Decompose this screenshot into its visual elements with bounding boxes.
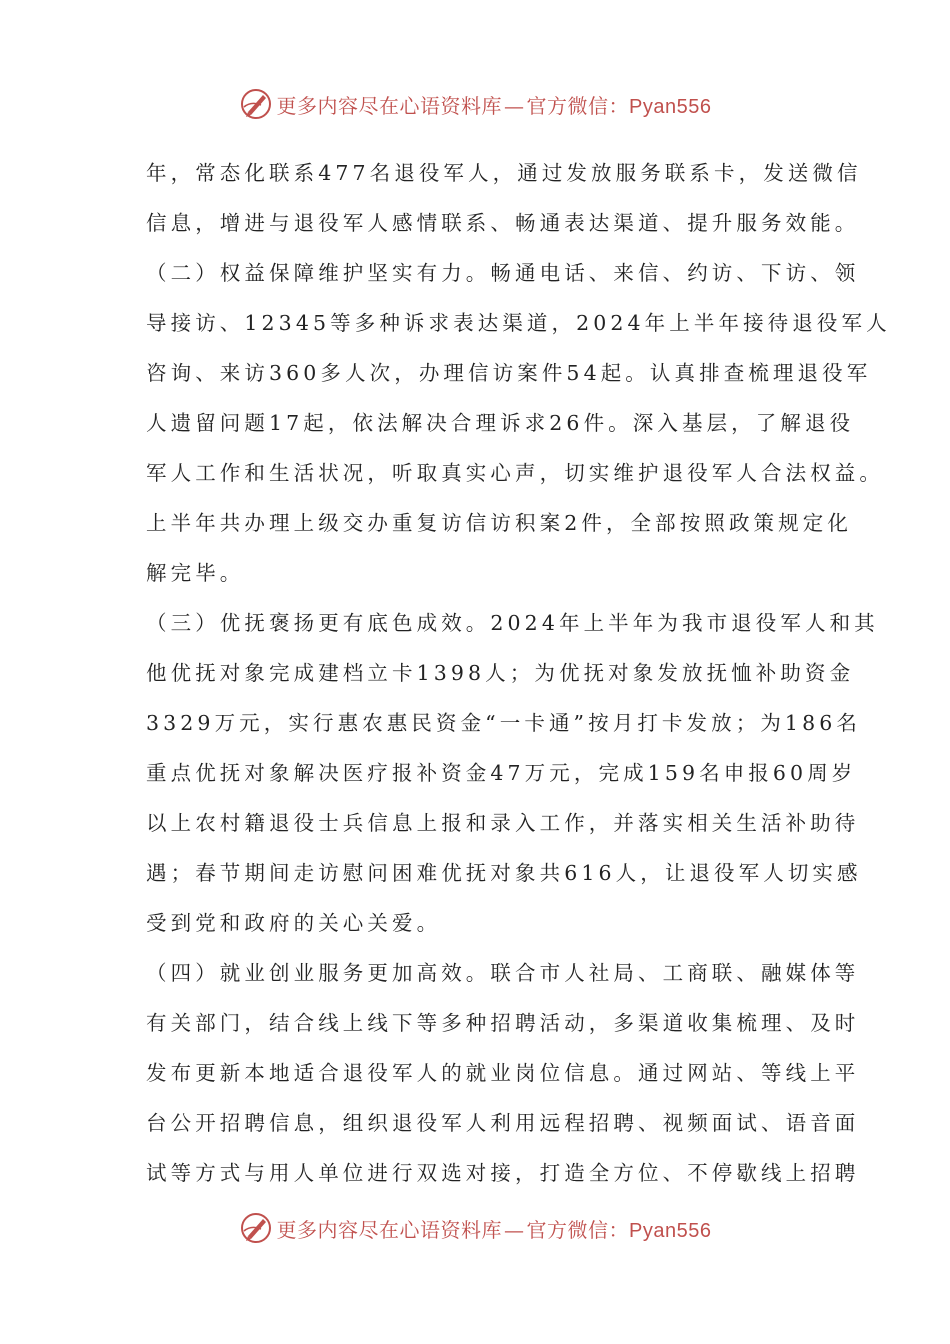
- section-heading-line: （三）优抚褒扬更有底色成效。2024年上半年为我市退役军人和其: [146, 611, 879, 635]
- pen-logo-icon: [239, 1211, 273, 1245]
- footer-banner-text: [277, 1214, 712, 1243]
- header-banner-text: [277, 90, 712, 119]
- section-heading-line: （二）权益保障维护坚实有力。畅通电话、来信、约访、下访、领: [146, 261, 860, 285]
- header-site-text: 更多内容尽在心语资料库: [276, 93, 503, 118]
- header-watermark-banner: [0, 84, 950, 124]
- body-line: 有关部门，结合线上线下等多种招聘活动，多渠道收集梳理、及时: [146, 1011, 860, 1035]
- body-line: 遇；春节期间走访慰问困难优抚对象共616人，让退役军人切实感: [146, 861, 862, 885]
- body-line: 受到党和政府的关心关爱。: [146, 911, 442, 935]
- body-line: 3329万元，实行惠农惠民资金“一卡通”按月打卡发放；为186名: [146, 711, 861, 735]
- footer-contact-text: 官方微信：Pyan556: [526, 1219, 712, 1242]
- body-line: 年，常态化联系477名退役军人，通过发放服务联系卡，发送微信: [146, 161, 862, 185]
- body-line: 他优抚对象完成建档立卡1398人；为优抚对象发放抚恤补助资金: [146, 661, 855, 685]
- body-line: 台公开招聘信息，组织退役军人利用远程招聘、视频面试、语音面: [146, 1111, 860, 1135]
- body-line: 重点优抚对象解决医疗报补资金47万元，完成159名申报60周岁: [146, 761, 857, 785]
- body-line: 导接访、12345等多种诉求表达渠道，2024年上半年接待退役军人: [146, 311, 891, 335]
- header-contact-text: 官方微信：Pyan556: [526, 95, 712, 118]
- body-line: 咨询、来访360多人次，办理信访案件54起。认真排查梳理退役军: [146, 361, 872, 385]
- body-line: 解完毕。: [146, 561, 245, 585]
- body-line: 发布更新本地适合退役军人的就业岗位信息。通过网站、等线上平: [146, 1061, 860, 1085]
- body-line: 以上农村籍退役士兵信息上报和录入工作，并落实相关生活补助待: [146, 811, 860, 835]
- footer-watermark-banner: [0, 1208, 950, 1248]
- body-line: 军人工作和生活状况，听取真实心声，切实维护退役军人合法权益。: [146, 461, 884, 485]
- body-line: 信息，增进与退役军人感情联系、畅通表达渠道、提升服务效能。: [146, 211, 860, 235]
- footer-site-text: 更多内容尽在心语资料库: [276, 1217, 503, 1242]
- body-line: 上半年共办理上级交办重复访信访积案2件，全部按照政策规定化: [146, 511, 852, 535]
- header-separator: —: [504, 93, 525, 118]
- body-line: 试等方式与用人单位进行双选对接，打造全方位、不停歇线上招聘: [146, 1161, 860, 1185]
- pen-logo-icon: [239, 87, 273, 121]
- section-heading-line: （四）就业创业服务更加高效。联合市人社局、工商联、融媒体等: [146, 961, 860, 985]
- footer-separator: —: [504, 1217, 525, 1242]
- body-line: 人遗留问题17起，依法解决合理诉求26件。深入基层，了解退役: [146, 411, 855, 435]
- document-body: [146, 148, 891, 1198]
